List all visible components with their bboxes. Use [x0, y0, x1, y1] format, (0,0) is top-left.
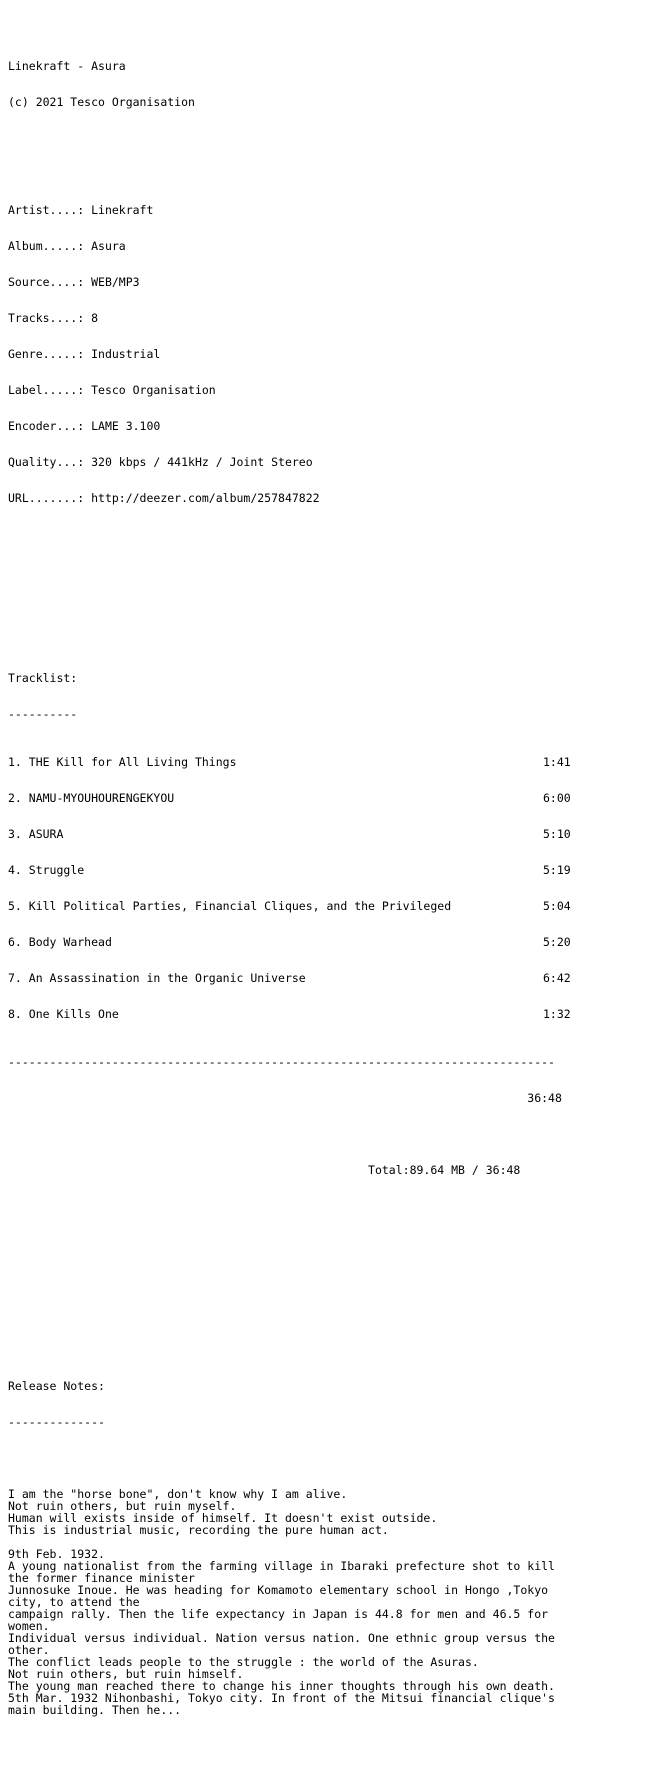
info-key: Quality...:: [8, 455, 92, 469]
info-key: Label.....:: [8, 383, 92, 397]
info-row-quality: [8, 456, 648, 468]
release-title: Linekraft - Asura: [8, 59, 126, 73]
release-notes-line: Not ruin others, but ruin himself.: [8, 1667, 244, 1681]
info-key: URL.......:: [8, 491, 92, 505]
track-title: THE Kill for All Living Things: [28, 755, 237, 769]
track-title: Struggle: [28, 863, 85, 877]
release-notes-line: the former finance minister: [8, 1571, 195, 1585]
info-value: Industrial: [91, 347, 161, 361]
track-title: One Kills One: [28, 1007, 119, 1021]
total-duration: 36:48: [8, 1091, 562, 1105]
info-row-label: [8, 384, 648, 396]
release-notes-line: The young man reached there to change his inner thoughts through his own death.: [8, 1679, 555, 1693]
track-row: [8, 900, 648, 912]
track-row: [8, 1008, 648, 1020]
spacer: [8, 132, 648, 144]
track-row: [8, 864, 648, 876]
release-notes-line: city, to attend the: [8, 1595, 140, 1609]
release-notes-line: women.: [8, 1619, 50, 1633]
track-number: 5.: [8, 899, 29, 913]
release-notes-line: campaign rally. Then the life expectancy in Japan is 44.8 for men and 46.5 for: [8, 1607, 549, 1621]
release-notes-line: I am the "horse bone", don't know why I am alive.: [8, 1487, 348, 1501]
info-value: WEB/MP3: [91, 275, 140, 289]
info-value: 8: [91, 311, 99, 325]
info-value: http://deezer.com/album/257847822: [91, 491, 320, 505]
release-notes-block: [8, 1356, 648, 1740]
release-notes-heading-underline: --------------: [8, 1415, 105, 1429]
info-row-tracks: [8, 312, 648, 324]
release-notes-line: A young nationalist from the farming village in Ibaraki prefecture shot to kill: [8, 1559, 555, 1573]
track-title: Body Warhead: [28, 935, 112, 949]
track-row: [8, 828, 648, 840]
spacer: [8, 1272, 648, 1284]
release-notes-line: This is industrial music, recording the pure human act.: [8, 1523, 389, 1537]
tracklist-block: [8, 648, 648, 1200]
nfo-text: [8, 24, 648, 1776]
release-notes-line: Human will exists inside of himself. It doesn't exist outside.: [8, 1511, 438, 1525]
spacer: [8, 600, 648, 612]
track-duration: 1:32: [543, 1007, 571, 1021]
track-duration: 6:00: [543, 791, 571, 805]
track-number: 3.: [8, 827, 29, 841]
track-duration: 6:42: [543, 971, 571, 985]
spacer: [8, 1128, 648, 1140]
release-notes-line: Not ruin others, but ruin myself.: [8, 1499, 237, 1513]
info-key: Artist....:: [8, 203, 92, 217]
track-title: ASURA: [28, 827, 64, 841]
track-duration: 5:10: [543, 827, 571, 841]
info-key: Source....:: [8, 275, 92, 289]
copyright-line: (c) 2021 Tesco Organisation: [8, 95, 195, 109]
info-value: LAME 3.100: [91, 419, 161, 433]
track-number: 7.: [8, 971, 29, 985]
track-number: 4.: [8, 863, 29, 877]
spacer: [8, 1452, 648, 1464]
track-duration: 5:19: [543, 863, 571, 877]
spacer: [8, 1236, 648, 1248]
info-row-encoder: [8, 420, 648, 432]
track-duration: 5:20: [543, 935, 571, 949]
track-duration: 1:41: [543, 755, 571, 769]
total-size-and-duration: Total:89.64 MB / 36:48: [8, 1163, 521, 1177]
release-notes-line: Junnosuke Inoue. He was heading for Komamoto elementary school in Hongo ,Tokyo: [8, 1583, 549, 1597]
track-row: [8, 756, 648, 768]
release-notes-heading: Release Notes:: [8, 1379, 105, 1393]
release-notes-line: Individual versus individual. Nation versus nation. One ethnic group versus the: [8, 1631, 555, 1645]
track-number: 1.: [8, 755, 29, 769]
info-row-album: [8, 240, 648, 252]
release-notes-line: The conflict leads people to the struggle : the world of the Asuras.: [8, 1655, 479, 1669]
track-title: NAMU-MYOUHOURENGEKYOU: [28, 791, 175, 805]
release-notes-line: 9th Feb. 1932.: [8, 1547, 105, 1561]
info-row-source: [8, 276, 648, 288]
spacer: [8, 1308, 648, 1320]
release-notes-line: other.: [8, 1643, 50, 1657]
info-row-genre: [8, 348, 648, 360]
info-key: Tracks....:: [8, 311, 92, 325]
track-title: Kill Political Parties, Financial Cliques, and the Privileged: [28, 899, 452, 913]
spacer: [8, 564, 648, 576]
info-block: [8, 180, 648, 528]
info-row-artist: [8, 204, 648, 216]
info-key: Encoder...:: [8, 419, 92, 433]
tracklist-separator: -------------------------------------------------------------------------------: [8, 1055, 555, 1069]
info-value: Tesco Organisation: [91, 383, 216, 397]
track-duration: 5:04: [543, 899, 571, 913]
track-number: 6.: [8, 935, 29, 949]
track-number: 2.: [8, 791, 29, 805]
release-notes-text: [8, 1488, 648, 1716]
track-row: [8, 936, 648, 948]
track-row: [8, 792, 648, 804]
release-notes-line: main building. Then he...: [8, 1703, 182, 1717]
info-key: Genre.....:: [8, 347, 92, 361]
tracklist-heading-underline: ----------: [8, 707, 78, 721]
info-row-url: [8, 492, 648, 504]
track-number: 8.: [8, 1007, 29, 1021]
info-key: Album.....:: [8, 239, 92, 253]
track-row: [8, 972, 648, 984]
track-title: An Assassination in the Organic Universe: [28, 971, 306, 985]
info-value: Linekraft: [91, 203, 154, 217]
info-value: Asura: [91, 239, 126, 253]
release-notes-line: 5th Mar. 1932 Nihonbashi, Tokyo city. In front of the Mitsui financial clique's: [8, 1691, 555, 1705]
info-value: 320 kbps / 441kHz / Joint Stereo: [91, 455, 313, 469]
tracklist-heading: Tracklist:: [8, 671, 78, 685]
